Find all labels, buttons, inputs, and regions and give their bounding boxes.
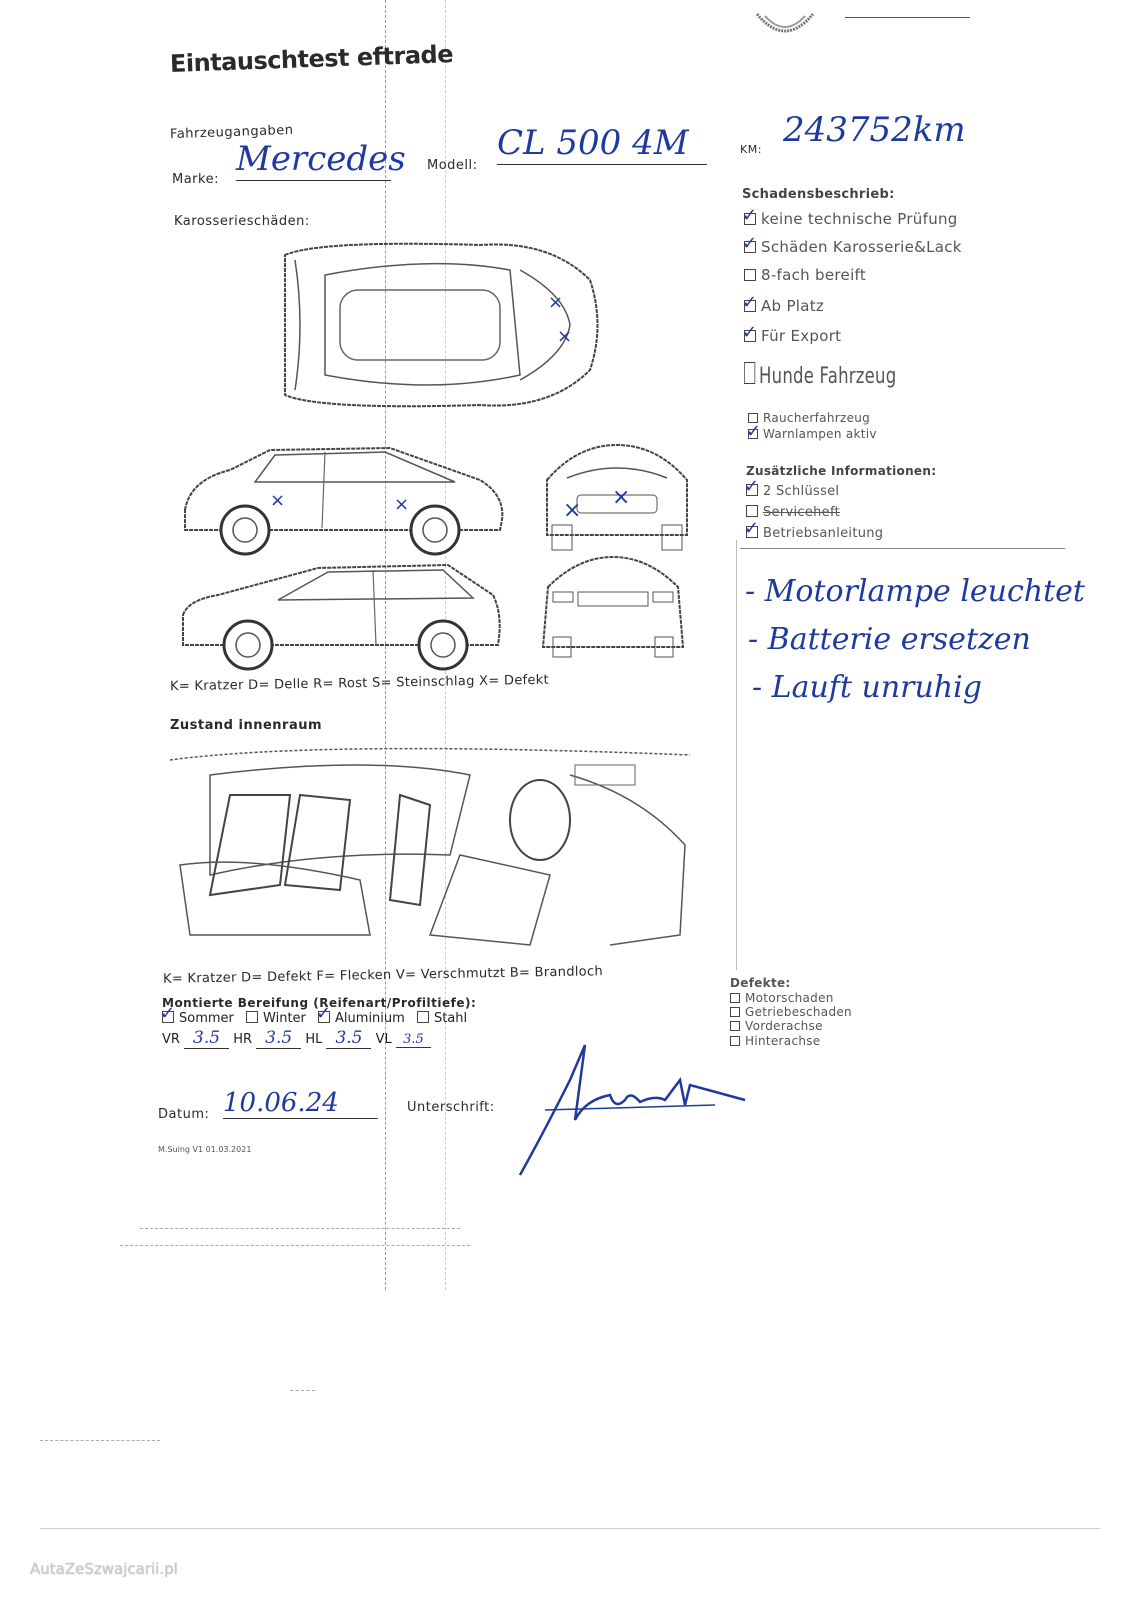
vehicle-section-label: Fahrzeugangaben — [169, 122, 294, 143]
checkbox[interactable] — [744, 213, 756, 225]
scan-artifact-line — [120, 1245, 470, 1246]
damage-item-dog-vehicle[interactable]: Hunde Fahrzeug — [744, 362, 896, 389]
checkbox[interactable] — [730, 1036, 740, 1046]
additional-item-keys[interactable]: ✓2 Schlüssel — [746, 484, 839, 499]
defect-item-rear-axle[interactable]: Hinterachse — [730, 1034, 820, 1048]
interior-section-label: Zustand innenraum — [170, 718, 323, 733]
tire-option-winter[interactable]: Winter — [246, 1011, 306, 1026]
checkbox[interactable] — [746, 526, 758, 538]
defect-item-gearbox[interactable]: Getriebeschaden — [730, 1005, 852, 1019]
tires-section-label: Montierte Bereifung (Reifenart/Profiltiefe): — [162, 996, 477, 1010]
checkbox[interactable] — [744, 269, 756, 281]
model-value: CL 500 4M — [497, 122, 707, 165]
version-note: M.Suing V1 01.03.2021 — [158, 1145, 252, 1154]
checkbox[interactable] — [746, 505, 758, 517]
damage-header: Schadensbeschrieb: — [742, 187, 895, 202]
watermark: AutaZeSzwajcarii.pl — [30, 1560, 178, 1578]
damage-item-body-paint[interactable]: ✓Schäden Karosserie&Lack — [744, 238, 962, 256]
signature-image — [515, 1040, 750, 1180]
additional-header: Zusätzliche Informationen: — [746, 464, 937, 478]
damage-mark-side-1: × — [270, 490, 286, 511]
car-side-view-left-diagram — [180, 440, 510, 560]
hr-label: HR — [233, 1032, 253, 1047]
damage-mark-front-2: × — [612, 485, 631, 510]
additional-item-manual[interactable]: ✓Betriebsanleitung — [746, 526, 883, 541]
aluminium-checkbox[interactable] — [318, 1011, 330, 1023]
damage-item-8-tires[interactable]: 8-fach bereift — [744, 266, 866, 284]
hl-value: 3.5 — [326, 1028, 371, 1049]
checkbox[interactable] — [748, 429, 758, 439]
damage-item-warning-lights[interactable]: ✓Warnlampen aktiv — [748, 427, 877, 441]
scan-artifact-line — [290, 1390, 315, 1391]
logo-seal-icon — [755, 8, 815, 38]
checkbox[interactable] — [744, 362, 755, 384]
scan-artifact-line — [40, 1440, 160, 1441]
additional-divider — [740, 548, 1065, 549]
model-label: Modell: — [427, 158, 478, 173]
checkbox[interactable] — [730, 1021, 740, 1031]
form-title: Eintauschtest eftrade — [169, 40, 454, 78]
summer-checkbox[interactable] — [162, 1011, 174, 1023]
km-label: KM: — [740, 143, 762, 156]
brand-value: Mercedes — [236, 139, 406, 179]
additional-item-service-book[interactable]: Serviceheft — [746, 505, 840, 520]
vr-value: 3.5 — [184, 1028, 229, 1049]
logo-underline — [845, 17, 970, 18]
damage-mark-side-2: × — [394, 494, 410, 515]
signature-label: Unterschrift: — [407, 1100, 495, 1115]
checkbox[interactable] — [744, 300, 756, 312]
damage-mark-top-2: × — [557, 326, 573, 347]
damage-item-smoker[interactable]: Raucherfahrzeug — [748, 411, 870, 425]
interior-legend: K= Kratzer D= Defekt F= Flecken V= Verschmutzt B= Brandloch — [162, 964, 604, 987]
vl-label: VL — [375, 1032, 392, 1047]
car-rear-view-diagram — [533, 552, 693, 667]
car-top-view-diagram — [280, 235, 615, 415]
interior-diagram — [170, 735, 695, 960]
note-2: - Batterie ersetzen — [748, 622, 1031, 657]
hr-value: 3.5 — [256, 1028, 301, 1049]
km-value: 243752km — [783, 110, 966, 150]
scan-artifact-line — [40, 1528, 1100, 1529]
date-value: 10.06.24 — [223, 1088, 378, 1119]
vl-value: 3.5 — [396, 1032, 431, 1048]
damage-item-ab-platz[interactable]: ✓Ab Platz — [744, 297, 824, 315]
car-side-view-right-diagram — [178, 560, 508, 680]
note-3: - Lauft unruhig — [752, 670, 982, 705]
damage-mark-front-1: × — [563, 498, 582, 523]
defect-item-engine[interactable]: Motorschaden — [730, 991, 834, 1005]
brand-label: Marke: — [172, 172, 219, 187]
steel-checkbox[interactable] — [417, 1011, 429, 1023]
checkbox[interactable] — [744, 241, 756, 253]
vr-label: VR — [162, 1032, 180, 1047]
checkbox[interactable] — [730, 993, 740, 1003]
hl-label: HL — [305, 1032, 323, 1047]
tire-option-summer[interactable]: ✓Sommer — [162, 1011, 234, 1026]
company-logo — [755, 8, 815, 36]
checkbox[interactable] — [730, 1007, 740, 1017]
checkbox[interactable] — [746, 484, 758, 496]
column-divider — [736, 540, 737, 970]
tire-options — [162, 1011, 467, 1026]
tire-depths-row — [162, 1028, 431, 1049]
damage-mark-top-1: × — [548, 292, 564, 313]
tire-option-aluminium[interactable]: ✓ Aluminium — [318, 1011, 405, 1026]
winter-checkbox[interactable] — [246, 1011, 258, 1023]
defects-header: Defekte: — [730, 976, 791, 990]
tire-option-steel[interactable]: Stahl — [417, 1011, 467, 1026]
scan-artifact-line — [140, 1228, 460, 1229]
damage-item-export[interactable]: ✓Für Export — [744, 327, 841, 345]
damage-item-no-inspection[interactable]: ✓keine technische Prüfung — [744, 210, 958, 228]
defect-item-front-axle[interactable]: Vorderachse — [730, 1019, 823, 1033]
date-label: Datum: — [158, 1107, 210, 1122]
note-1: - Motorlampe leuchtet — [745, 574, 1085, 609]
body-damage-legend: K= Kratzer D= Delle R= Rost S= Steinschlag X= Defekt — [169, 672, 550, 695]
checkbox[interactable] — [744, 330, 756, 342]
body-damage-label: Karosserieschäden: — [174, 214, 310, 229]
